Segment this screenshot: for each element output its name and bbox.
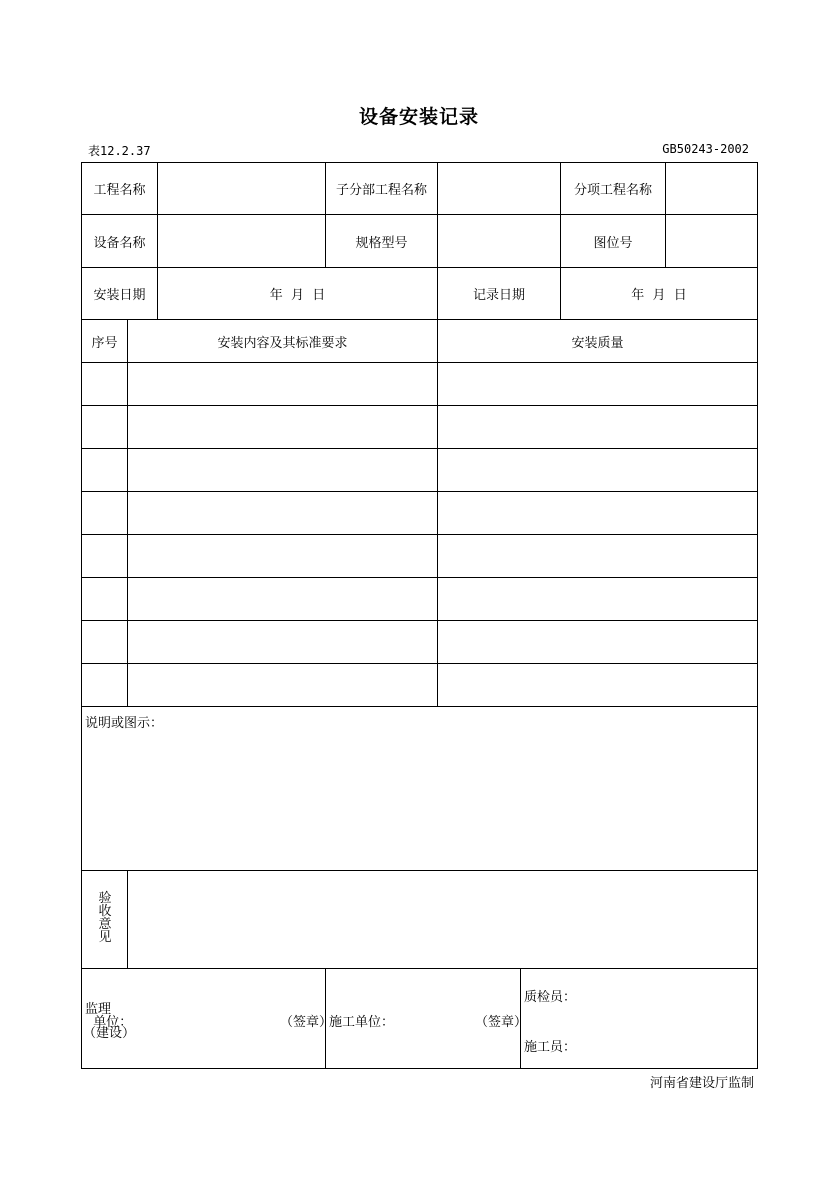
supervision-label-line2: 单位： <box>85 1015 133 1030</box>
record-quality-cell[interactable] <box>438 664 757 706</box>
table-number: 表12.2.37 <box>88 144 151 158</box>
grid-line <box>757 162 758 1069</box>
record-quality-cell[interactable] <box>438 449 757 491</box>
supervision-label-line3: （建设） <box>83 1026 136 1041</box>
record-seq-cell[interactable] <box>82 406 127 448</box>
record-quality-cell[interactable] <box>438 578 757 620</box>
notes-label: 说明或图示： <box>85 716 164 731</box>
record-content-cell[interactable] <box>128 449 437 491</box>
record-content-cell[interactable] <box>128 535 437 577</box>
record-seq-cell[interactable] <box>82 449 127 491</box>
record-content-cell[interactable] <box>128 492 437 534</box>
install-date-value[interactable]: 年 月 日 <box>269 288 326 303</box>
construction-seal: （签章） <box>475 1015 528 1030</box>
supervision-label-line1: 监理 <box>85 1002 112 1017</box>
equipment-name-value[interactable] <box>158 215 325 267</box>
builder-label: 施工员： <box>524 1040 577 1055</box>
project-name-label: 工程名称 <box>93 183 146 198</box>
record-quality-cell[interactable] <box>438 621 757 663</box>
standard-code: GB50243-2002 <box>662 142 749 156</box>
record-quality-cell[interactable] <box>438 363 757 405</box>
grid-line <box>81 706 758 707</box>
record-content-cell[interactable] <box>128 664 437 706</box>
supervision-seal: （签章） <box>280 1015 333 1030</box>
equipment-name-label: 设备名称 <box>93 235 146 251</box>
record-content-cell[interactable] <box>128 621 437 663</box>
record-date-label: 记录日期 <box>472 288 525 303</box>
item-name-value[interactable] <box>666 163 757 214</box>
record-seq-cell[interactable] <box>82 621 127 663</box>
grid-line <box>81 1068 758 1069</box>
record-content-cell[interactable] <box>128 363 437 405</box>
record-seq-cell[interactable] <box>82 492 127 534</box>
record-seq-cell[interactable] <box>82 578 127 620</box>
record-seq-cell[interactable] <box>82 664 127 706</box>
acceptance-label-char: 收 <box>98 904 112 919</box>
acceptance-label-char: 见 <box>98 930 112 945</box>
drawing-no-label: 图位号 <box>593 235 633 251</box>
issuer-footer: 河南省建设厅监制 <box>649 1076 754 1091</box>
acceptance-label <box>98 892 112 944</box>
inspector-label: 质检员： <box>524 990 577 1005</box>
record-date-value[interactable]: 年 月 日 <box>631 288 687 303</box>
grid-line <box>81 968 758 969</box>
record-quality-cell[interactable] <box>438 406 757 448</box>
page-title: 设备安装记录 <box>358 106 479 128</box>
content-header: 安装内容及其标准要求 <box>217 335 348 351</box>
acceptance-label-char: 验 <box>98 891 112 906</box>
record-seq-cell[interactable] <box>82 535 127 577</box>
record-seq-cell[interactable] <box>82 363 127 405</box>
spec-model-value[interactable] <box>438 215 560 267</box>
quality-header: 安装质量 <box>571 335 624 351</box>
drawing-no-value[interactable] <box>666 215 757 267</box>
install-date-label: 安装日期 <box>93 288 146 303</box>
record-content-cell[interactable] <box>128 406 437 448</box>
subdivision-label: 子分部工程名称 <box>335 183 427 198</box>
item-name-label: 分项工程名称 <box>573 183 652 198</box>
spec-model-label: 规格型号 <box>355 235 408 251</box>
acceptance-label-char: 意 <box>98 917 112 932</box>
construction-unit-label: 施工单位： <box>329 1015 395 1030</box>
notes-area[interactable] <box>82 730 757 870</box>
record-quality-cell[interactable] <box>438 492 757 534</box>
project-name-value[interactable] <box>158 163 325 214</box>
seq-header: 序号 <box>91 335 118 351</box>
record-content-cell[interactable] <box>128 578 437 620</box>
record-quality-cell[interactable] <box>438 535 757 577</box>
subdivision-value[interactable] <box>438 163 560 214</box>
acceptance-opinion-area[interactable] <box>128 871 757 968</box>
